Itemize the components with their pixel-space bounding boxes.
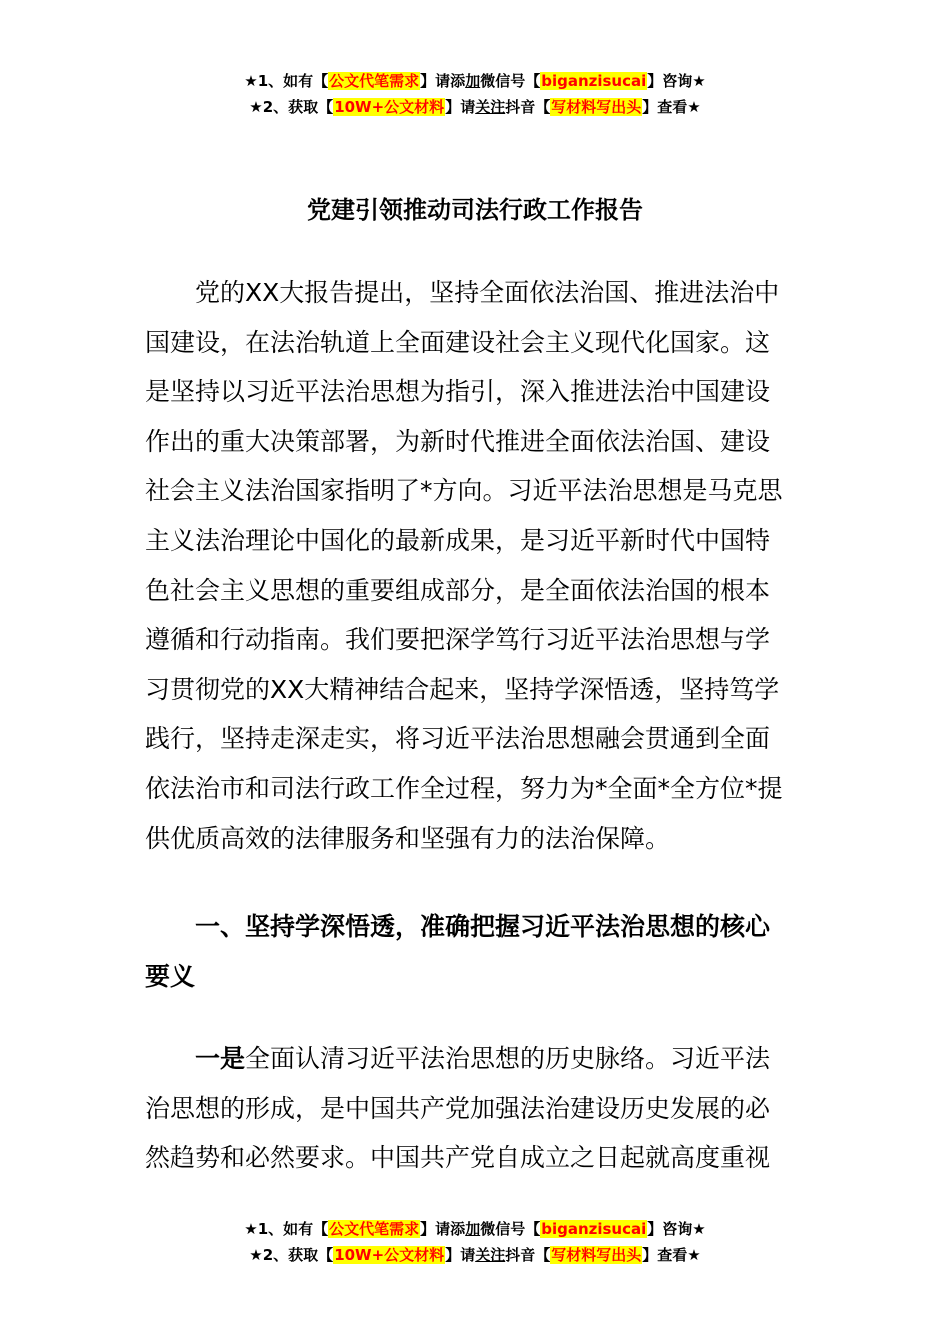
banner-text: ★2、获取【: [249, 1246, 334, 1264]
text-line: [145, 1034, 805, 1084]
banner-emphasis: 加: [465, 1220, 481, 1238]
text-line: 依法治市和司法行政工作全过程，努力为*全面*全方位*提: [145, 773, 783, 803]
text-line: 主义法治理论中国化的最新成果，是习近平新时代中国特: [145, 525, 771, 555]
banner-emphasis: 加: [465, 72, 481, 90]
banner-text: ★1、如有【: [244, 72, 329, 90]
banner-text: 】请添: [420, 72, 466, 90]
banner-line-1: [0, 68, 950, 94]
banner-highlight: 公文代笔需求: [329, 72, 420, 90]
header-banner: [0, 68, 950, 120]
heading-line: 一、坚持学深悟透，准确把握习近平法治思想的核心: [145, 912, 771, 941]
banner-highlight: 公文代笔需求: [329, 1220, 420, 1238]
text-line: 社会主义法治国家指明了*方向。习近平法治思想是马克思: [145, 476, 783, 506]
banner-line-2: [0, 94, 950, 120]
body-paragraph: [145, 268, 805, 863]
text-line: 治思想的形成，是中国共产党加强法治建设历史发展的必: [145, 1093, 771, 1123]
heading-line: 要义: [145, 961, 196, 991]
banner-text: 微信号【: [480, 72, 541, 90]
document-title: 党建引领推动司法行政工作报告: [307, 196, 643, 224]
banner-text: 】请: [445, 1246, 476, 1264]
banner-text: 】查看★: [642, 98, 701, 116]
banner-text: ★2、获取【: [249, 98, 334, 116]
text-run: 全面认清习近平法治思想的历史脉络。习近平法: [245, 1044, 771, 1073]
text-line: 是坚持以习近平法治思想为指引，深入推进法治中国建设: [145, 377, 771, 407]
footer-banner: [0, 1216, 950, 1268]
text-line: 党的XX大报告提出，坚持全面依法治国、推进法治中: [145, 278, 780, 307]
body-paragraph: [145, 1034, 805, 1183]
text-line: 国建设，在法治轨道上全面建设社会主义现代化国家。这: [145, 327, 771, 357]
banner-emphasis: 关注: [475, 98, 506, 116]
paragraph-lead: 一是: [195, 1044, 246, 1073]
text-line: 供优质高效的法律服务和坚强有力的法治保障。: [145, 823, 671, 853]
text-line: 践行，坚持走深走实，将习近平法治思想融会贯通到全面: [145, 724, 771, 754]
text-line: 色社会主义思想的重要组成部分，是全面依法治国的根本: [145, 575, 771, 605]
text-line: 遵循和行动指南。我们要把深学笃行习近平法治思想与学: [145, 625, 771, 655]
banner-highlight: 10W+公文材料: [334, 1246, 445, 1264]
text-line: 然趋势和必然要求。中国共产党自成立之日起就高度重视: [145, 1143, 771, 1173]
banner-line-2: [0, 1242, 950, 1268]
banner-text: 】请添: [420, 1220, 466, 1238]
banner-text: 抖音【: [505, 98, 551, 116]
banner-highlight: biganzisucai: [541, 72, 647, 90]
text-line: 习贯彻党的XX大精神结合起来，坚持学深悟透，坚持笃学: [145, 674, 780, 704]
banner-line-1: [0, 1216, 950, 1242]
banner-highlight: 写材料写出头: [551, 98, 642, 116]
banner-text: 微信号【: [480, 1220, 541, 1238]
banner-highlight: 写材料写出头: [551, 1246, 642, 1264]
banner-text: 】请: [445, 98, 476, 116]
banner-highlight: 10W+公文材料: [334, 98, 445, 116]
banner-text: 】查看★: [642, 1246, 701, 1264]
section-heading: [145, 902, 805, 1001]
banner-text: 】咨询★: [647, 1220, 706, 1238]
banner-text: 】咨询★: [647, 72, 706, 90]
banner-highlight: biganzisucai: [541, 1220, 647, 1238]
text-line: 作出的重大决策部署，为新时代推进全面依法治国、建设: [145, 426, 771, 456]
banner-text: ★1、如有【: [244, 1220, 329, 1238]
banner-emphasis: 关注: [475, 1246, 506, 1264]
banner-text: 抖音【: [505, 1246, 551, 1264]
